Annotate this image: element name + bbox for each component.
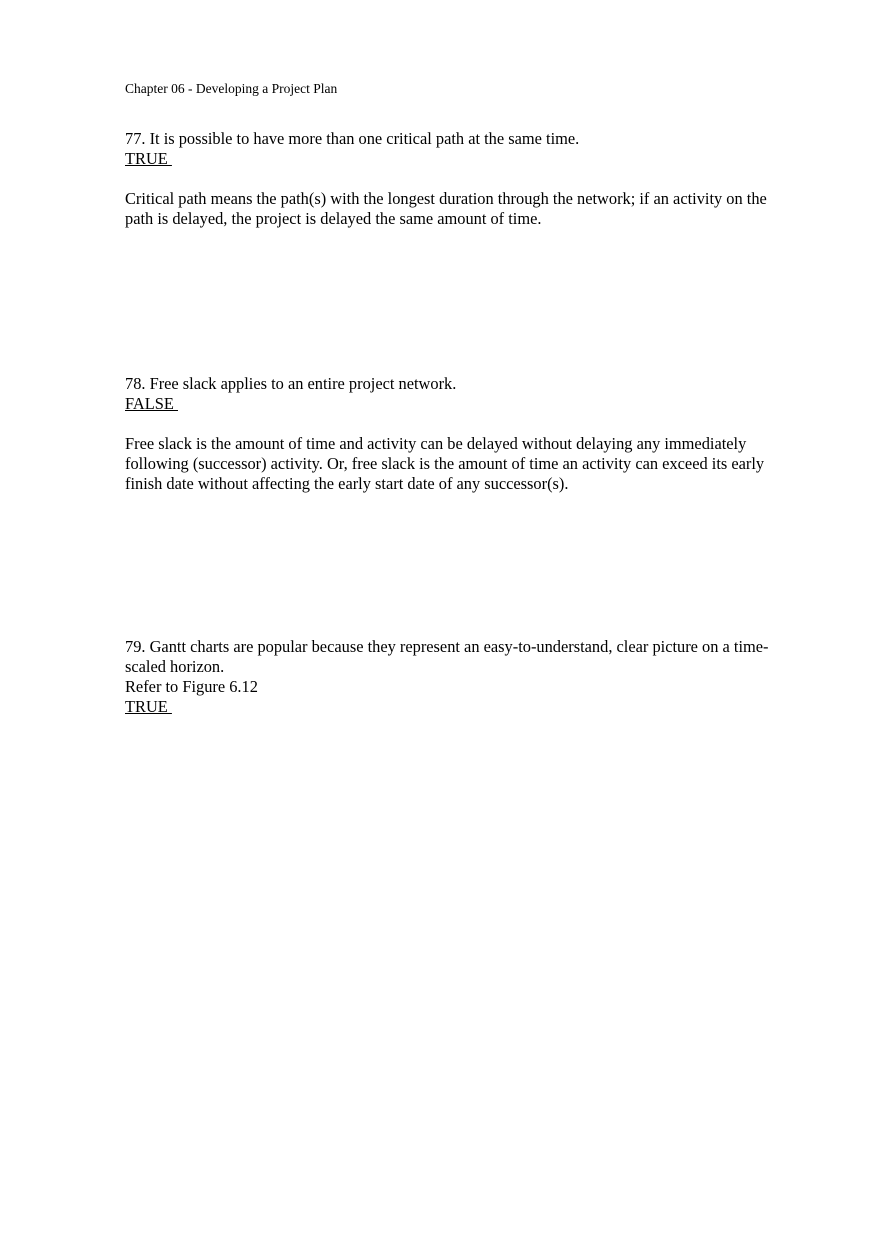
answer-label: TRUE: [125, 149, 172, 168]
answer-label: FALSE: [125, 394, 178, 413]
question-text: 77. It is possible to have more than one critical path at the same time.: [125, 129, 580, 148]
question-block-77: [125, 129, 790, 229]
question-text: 79. Gantt charts are popular because they represent an easy-to-understand, clear picture on a time-scaled horizon.: [125, 637, 769, 676]
figure-reference: Refer to Figure 6.12: [125, 677, 258, 696]
question-block-78: [125, 374, 790, 494]
page-header: Chapter 06 - Developing a Project Plan: [125, 81, 338, 96]
question-text: 78. Free slack applies to an entire project network.: [125, 374, 457, 393]
question-block-79: [125, 637, 790, 717]
answer-label: TRUE: [125, 697, 172, 716]
explanation-text: Free slack is the amount of time and activity can be delayed without delaying any immediately following (successor) activity. Or, free slack is the amount of time an activity can exceed its early finish date without affecting the early start date of any successor(s).: [125, 434, 765, 493]
explanation-text: Critical path means the path(s) with the longest duration through the network; if an activity on the path is delayed, the project is delayed the same amount of time.: [125, 189, 767, 228]
